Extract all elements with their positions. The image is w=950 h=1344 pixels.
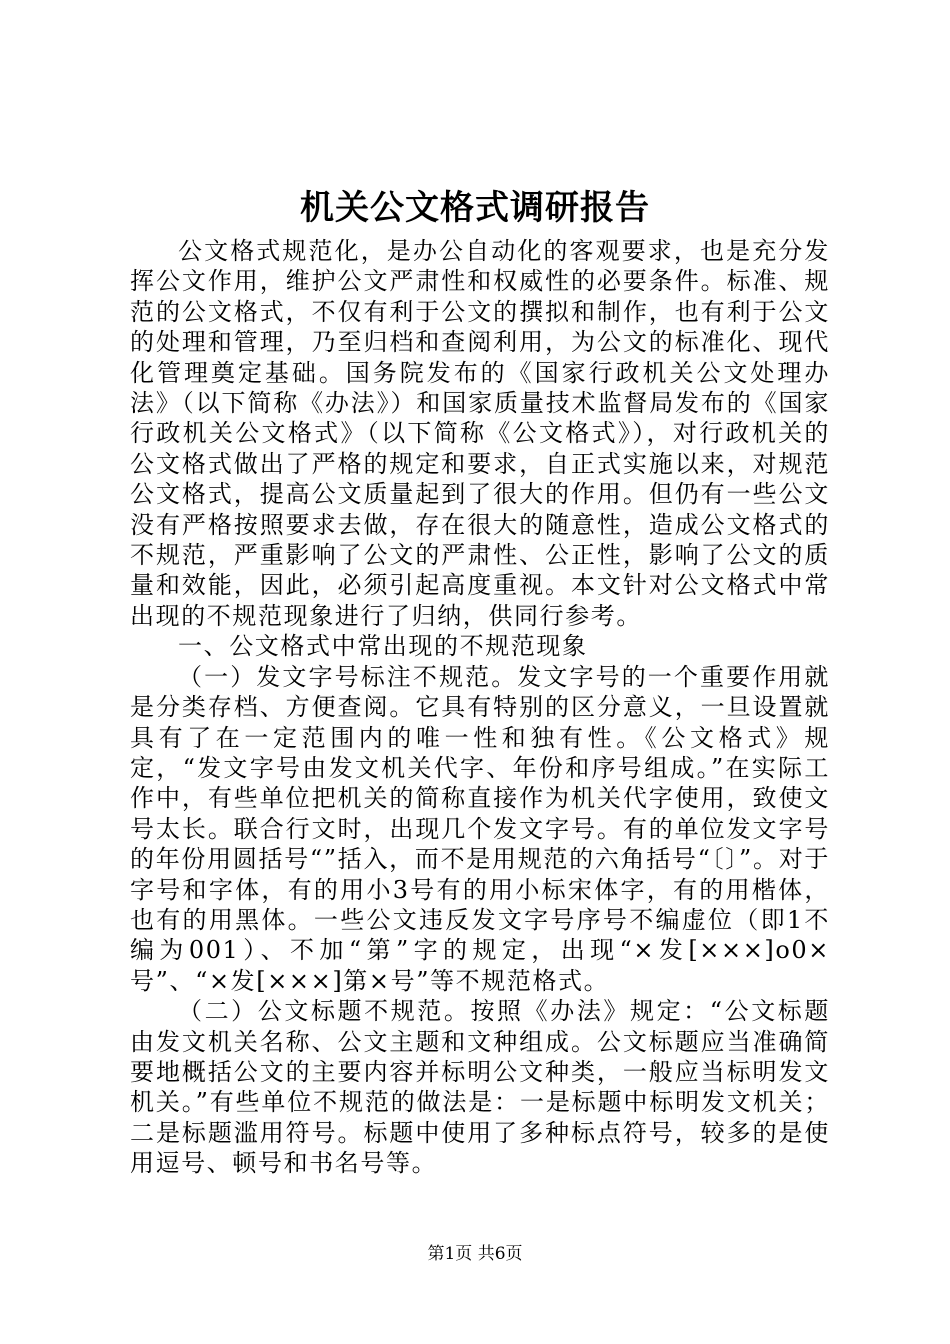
paragraph-intro: 公文格式规范化，是办公自动化的客观要求，也是充分发挥公文作用，维护公文严肃性和权威性的必要条件。标准、规范的公文格式，不仅有利于公文的撰拟和制作，也有利于公文的处理和管理，乃至归档和查阅利用，为公文的标准化、现代化管理奠定基础。国务院发布的《国家行政机关公文处理办法》（以下简称《办法》）和国家质量技术监督局发布的《国家行政机关公文格式》（以下简称《公文格式》），对行政机关的公文格式做出了严格的规定和要求，自正式实施以来，对规范公文格式，提高公文质量起到了很大的作用。但仍有一些公文没有严格按照要求去做，存在很大的随意性，造成公文格式的不规范，严重影响了公文的严肃性、公正性，影响了公文的质量和效能，因此，必须引起高度重视。本文针对公文格式中常出现的不规范现象进行了归纳，供同行参考。	[130, 237, 830, 630]
page-number-footer: 第1页 共6页	[427, 1244, 523, 1264]
document-title: 机关公文格式调研报告	[300, 188, 650, 228]
section-heading-1: 一、公文格式中常出现的不规范现象	[178, 632, 588, 661]
document-body	[130, 236, 830, 1179]
paragraph-issue-2: （二）公文标题不规范。按照《办法》规定：“公文标题由发文机关名称、公文主题和文种组成。公文标题应当准确简要地概括公文的主要内容并标明公文种类，一般应当标明发文机关。”有些单位不规范的做法是：一是标题中标明发文机关；二是标题滥用符号。标题中使用了多种标点符号，较多的是使用逗号、顿号和书名号等。	[130, 997, 830, 1178]
paragraph-issue-1: （一）发文字号标注不规范。发文字号的一个重要作用就是分类存档、方便查阅。它具有特别的区分意义，一旦设置就具有了在一定范围内的唯一性和独有性。《公文格式》规定，“发文字号由发文机关代字、年份和序号组成。”在实际工作中，有些单位把机关的简称直接作为机关代字使用，致使文号太长。联合行文时，出现几个发文字号。有的单位发文字号的年份用圆括号“”括入，而不是用规范的六角括号“〔〕”。对于字号和字体，有的用小3号有的用小标宋体字，有的用楷体，也有的用黑体。一些公文违反发文字号序号不编虚位（即1不编为001）、不加“第”字的规定，出现“×发[×××]o0×号”、“×发[×××]第×号”等不规范格式。	[130, 662, 830, 995]
